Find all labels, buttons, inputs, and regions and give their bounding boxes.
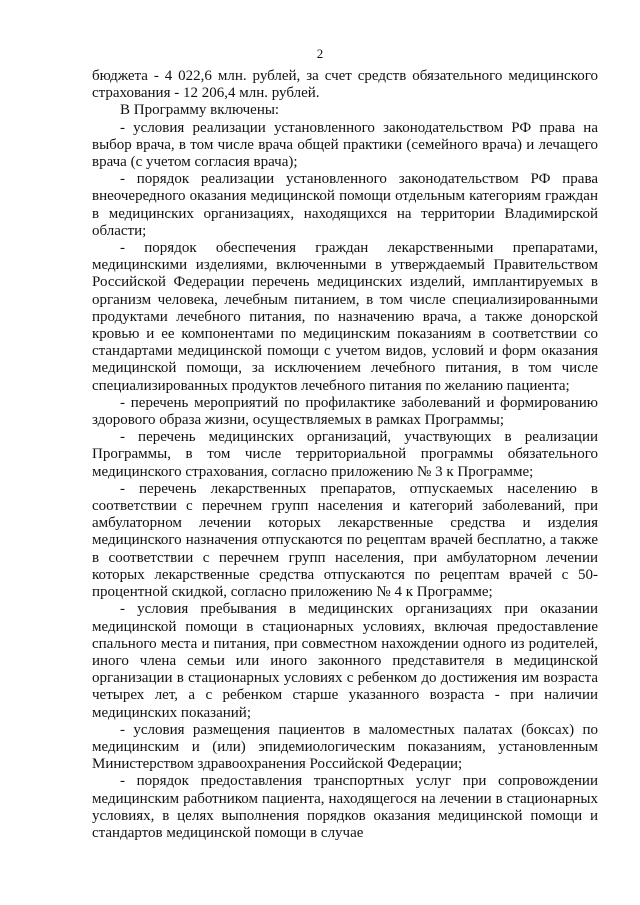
document-body [92,68,598,842]
paragraph-medication-provision: - порядок обеспечения граждан лекарственными препаратами, медицинскими изделиями, включенными в утверждаемый Правительством Российской Федерации перечень медицинских изделий, имплантируемых в организм человека, лечебным питанием, в том числе специализированными продуктами лечебного питания, по назначению врача, а также донорской кровью и ее компонентами по медицинским показаниям в соответствии со стандартами медицинской помощи с учетом видов, условий и форм оказания медицинской помощи, за исключением лечебного питания, в том числе специализированных продуктов лечебного питания по желанию пациента; [92,240,598,394]
paragraph-prevention-measures: - перечень мероприятий по профилактике заболеваний и формированию здорового образа жизни, осуществляемых в рамках Программы; [92,394,598,429]
paragraph-budget-continuation: бюджета - 4 022,6 млн. рублей, за счет средств обязательного медицинского страхования - 12 206,4 млн. рублей. [92,68,598,102]
paragraph-inpatient-conditions: - условия пребывания в медицинских организациях при оказании медицинской помощи в стационарных условиях, включая предоставление спального места и питания, при совместном нахождении одного из родителей, иного члена семьи или иного законного представителя в медицинской организации в стационарных условиях с ребенком до достижения им возраста четырех лет, а с ребенком старше указанного возраста - при наличии медицинских показаний; [92,601,598,721]
paragraph-small-wards: - условия размещения пациентов в маломестных палатах (боксах) по медицинским и (или) эпидемиологическим показаниям, установленным Министерством здравоохранения Российской Федерации; [92,721,598,773]
paragraph-transport-services: - порядок предоставления транспортных услуг при сопровождении медицинским работником пациента, находящегося на лечении в стационарных условиях, в целях выполнения порядков оказания медицинской помощи и стандартов медицинской помощи в случае [92,773,598,841]
page-number: 2 [316,46,324,61]
paragraph-priority-care: - порядок реализации установленного законодательством РФ права внеочередного оказания медицинской помощи отдельным категориям граждан в медицинских организациях, находящихся на территории Владимирской области; [92,171,598,239]
paragraph-program-includes: В Программу включены: [120,102,280,119]
paragraph-medical-organizations: - перечень медицинских организаций, участвующих в реализации Программы, в том числе территориальной программы обязательного медицинского страхования, согласно приложению № 3 к Программе; [92,429,598,480]
paragraph-drug-list: - перечень лекарственных препаратов, отпускаемых населению в соответствии с перечнем групп населения и категорий заболеваний, при амбулаторном лечении которых лекарственные средства и изделия медицинского назначения отпускаются по рецептам врачей бесплатно, а также в соответствии с перечнем групп населения, при амбулаторном лечении которых лекарственные средства отпускаются по рецептам врачей с 50-процентной скидкой, согласно приложению № 4 к Программе; [92,480,598,601]
paragraph-doctor-choice: - условия реализации установленного законодательством РФ права на выбор врача, в том числе врача общей практики (семейного врача) и лечащего врача (с учетом согласия врача); [92,119,598,171]
